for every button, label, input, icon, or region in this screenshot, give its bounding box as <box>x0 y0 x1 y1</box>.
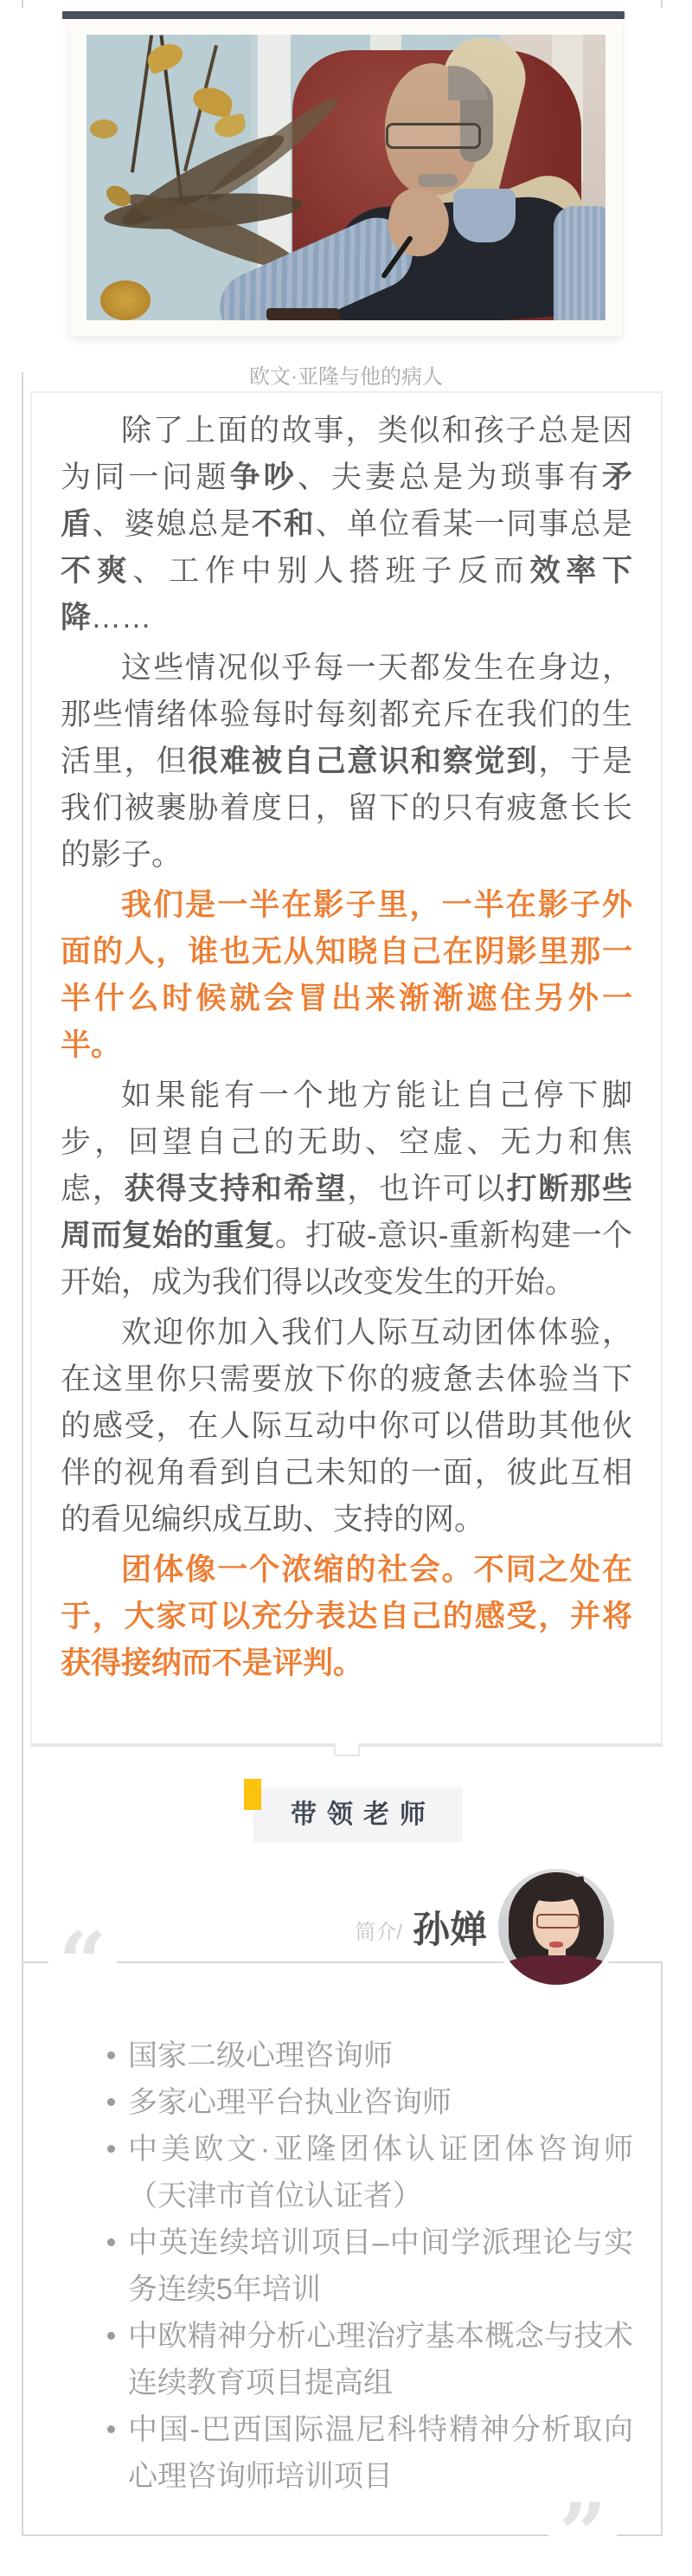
paragraph: 这些情况似乎每一天都发生在身边，那些情绪体验每时每刻都充斥在我们的生活里，但很难被自己意识和察觉到，于是我们被裹胁着度日，留下的只有疲惫长长的影子。 <box>61 651 632 872</box>
article-card <box>30 391 663 1747</box>
paragraph: 欢迎你加入我们人际互动团体体验，在这里你只需要放下你的疲惫去体验当下的感受，在人际互动中你可以借助其他伙伴的视角看到自己未知的一面，彼此互相的看见编织成互助、支持的网。 <box>61 1316 632 1536</box>
paragraph: 除了上面的故事，类似和孩子总是因为同一问题争吵、夫妻总是为琐事有矛盾、婆媳总是不和、单位看某一同事总是不爽、工作中别人搭班子反而效率下降…… <box>61 414 632 634</box>
photo-man-mustache <box>418 174 458 187</box>
credential-item: 中英连续培训项目–中间学派理论与实务连续5年培训 <box>106 2219 633 2313</box>
avatar-sweater <box>500 1955 612 1990</box>
card-bottom-notch <box>334 1743 360 1756</box>
article-body <box>61 408 632 1687</box>
photo-flower <box>90 119 118 138</box>
photo-man-shirt <box>453 189 516 242</box>
avatar-glasses <box>536 1914 580 1929</box>
photo-flower <box>100 280 151 320</box>
photo-card <box>70 17 622 336</box>
avatar-lips <box>549 1942 563 1948</box>
teacher-avatar[interactable] <box>493 1864 619 1990</box>
divider-stub-left <box>22 0 23 8</box>
section-title-accent-bar <box>244 1779 261 1810</box>
divider-stub-right <box>661 0 663 8</box>
credentials-list <box>106 2032 633 2500</box>
photo-flower <box>213 113 247 140</box>
credential-item: 多家心理平台执业咨询师 <box>106 2079 633 2126</box>
top-ribbon-bar <box>62 11 625 19</box>
credential-item: 中欧精神分析心理治疗基本概念与技术连续教育项目提高组 <box>106 2313 633 2406</box>
quote-box-right-border <box>661 1961 663 2536</box>
credential-item: 国家二级心理咨询师 <box>106 2032 633 2079</box>
paragraph: 如果能有一个地方能让自己停下脚步，回望自己的无助、空虚、无力和焦虑，获得支持和希望，也许可以打断那些周而复始的重复。打破-意识-重新构建一个开始，成为我们得以改变发生的开始。 <box>61 1079 632 1299</box>
accent-paragraph: 我们是一半在影子里，一半在影子外面的人，谁也无从知晓自己在阴影里那一半什么时候就会冒出来渐渐遮住另外一半。 <box>61 888 632 1062</box>
accent-paragraph: 团体像一个浓缩的社会。不同之处在于，大家可以充分表达自己的感受，并将获得接纳而不是评判。 <box>61 1553 632 1680</box>
close-quote-icon: ” <box>548 2507 617 2562</box>
open-quote-icon: “ <box>48 1935 117 1991</box>
credential-item: 中国-巴西国际温尼科特精神分析取向心理咨询师培训项目 <box>106 2406 633 2500</box>
quote-box-left-border <box>22 372 23 2536</box>
photo-table <box>266 308 339 320</box>
profile-intro-label: 简介/ <box>355 1921 402 1944</box>
credential-item: 中美欧文·亚隆团体认证团体咨询师（天津市首位认证者） <box>106 2126 633 2219</box>
photo-caption: 欧文·亚隆与他的病人 <box>249 365 443 389</box>
profile-name: 孙婵 <box>413 1909 487 1951</box>
photo-man-glasses <box>386 123 481 149</box>
yalom-photo[interactable] <box>86 35 606 320</box>
photo-man-shirt <box>554 206 606 320</box>
section-title: 带领老师 <box>253 1787 463 1842</box>
